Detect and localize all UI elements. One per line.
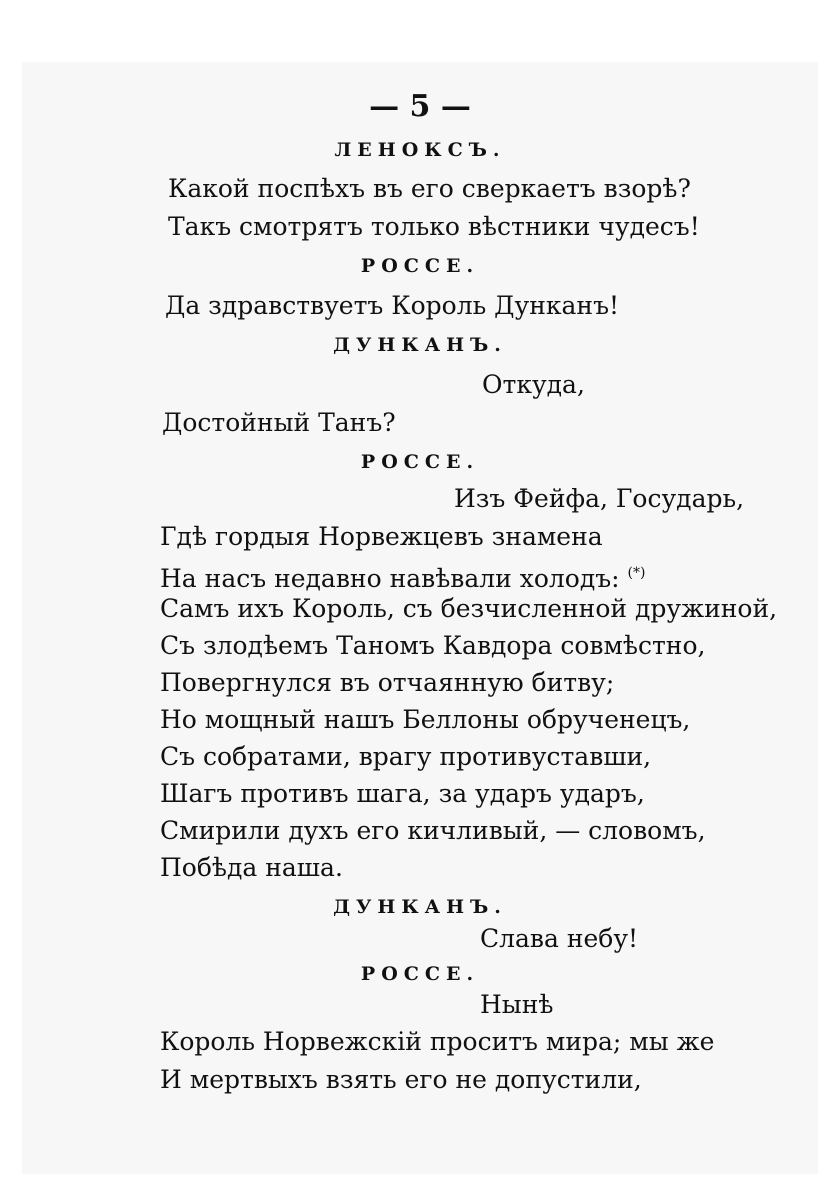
- verse-line: Гдѣ гордыя Норвежцевъ знамена: [160, 522, 603, 551]
- verse-line: Повергнулся въ отчаянную битву;: [160, 668, 615, 697]
- verse-line: Да здравствуетъ Король Дунканъ!: [165, 291, 620, 320]
- verse-line: [160, 558, 645, 594]
- speaker-heading: РОССЕ.: [360, 451, 480, 473]
- verse-line: Но мощный нашъ Беллоны обрученецъ,: [160, 705, 691, 734]
- verse-line: И мертвыхъ взять его не допустили,: [160, 1065, 642, 1094]
- verse-line: Король Норвежскій проситъ мира; мы же: [160, 1027, 715, 1056]
- verse-line: Самъ ихъ Король, съ безчисленной дружиной,: [160, 594, 778, 623]
- page-number: — 5 —: [369, 89, 471, 124]
- speaker-heading: РОССЕ.: [360, 255, 480, 277]
- verse-line: Какой поспѣхъ въ его сверкаетъ взорѣ?: [168, 174, 691, 203]
- speaker-heading: ЛЕНОКСЪ.: [334, 139, 506, 161]
- verse-line: Шагъ противъ шага, за ударъ ударъ,: [160, 779, 645, 808]
- verse-line: Съ злодѣемъ Таномъ Кавдора совмѣстно,: [160, 631, 706, 660]
- verse-line: Слава небу!: [480, 924, 639, 953]
- speaker-heading: ДУНКАНЪ.: [333, 334, 507, 356]
- verse-text: На насъ недавно навѣвали холодъ:: [160, 564, 620, 593]
- verse-line: Съ собратами, врагу противуставши,: [160, 742, 652, 771]
- verse-line: Такъ смотрятъ только вѣстники чудесъ!: [168, 212, 700, 241]
- speaker-heading: РОССЕ.: [360, 963, 480, 985]
- verse-line: Смирили духъ его кичливый, — словомъ,: [160, 816, 706, 845]
- speaker-heading: ДУНКАНЪ.: [333, 896, 507, 918]
- verse-line: Нынѣ: [480, 990, 554, 1019]
- verse-line: Достойный Танъ?: [162, 408, 396, 437]
- verse-line: Изъ Фейфа, Государь,: [454, 484, 745, 513]
- footnote-marker: (*): [627, 565, 646, 581]
- verse-line: Побѣда наша.: [160, 853, 343, 882]
- verse-line: Откуда,: [482, 370, 585, 399]
